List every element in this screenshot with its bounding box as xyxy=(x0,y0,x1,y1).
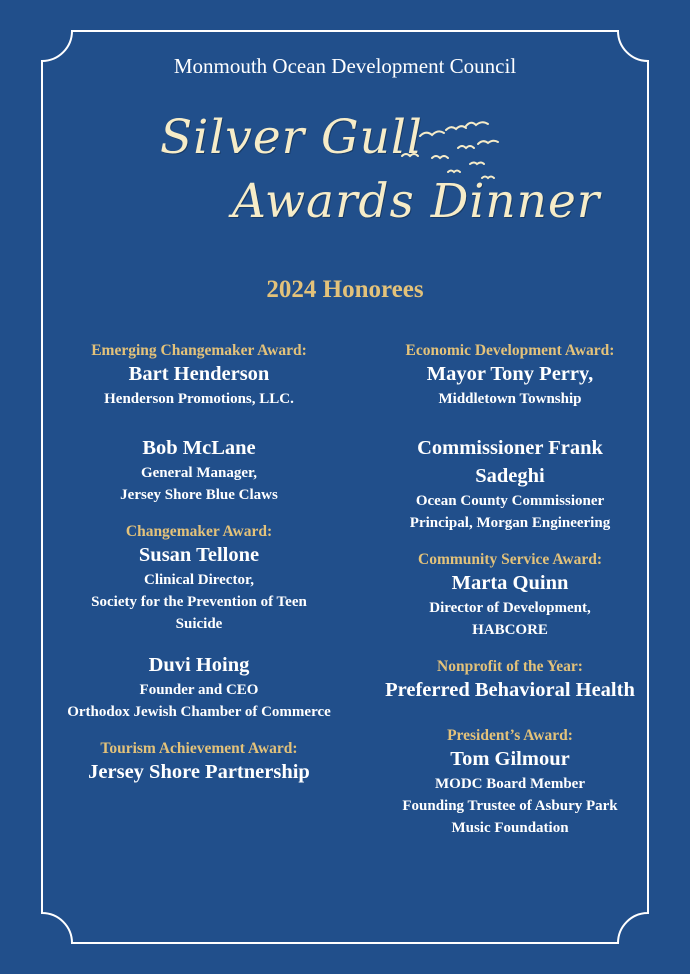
honoree-name: Sadeghi xyxy=(475,465,545,487)
award-title: Economic Development Award: xyxy=(405,342,615,359)
honoree-name: Mayor Tony Perry, xyxy=(426,363,594,385)
honoree-detail: Director of Development, xyxy=(429,600,591,616)
honoree-detail: Orthodox Jewish Chamber of Commerce xyxy=(67,704,331,720)
honoree-detail: Founder and CEO xyxy=(139,682,259,698)
honoree-block xyxy=(360,434,660,534)
award-title: Tourism Achievement Award: xyxy=(100,740,298,757)
honorees-heading: 2024 Honorees xyxy=(266,276,424,303)
honoree-detail: Henderson Promotions, LLC. xyxy=(104,391,294,407)
honoree-detail: MODC Board Member xyxy=(435,776,585,792)
honoree-name: Commissioner Frank xyxy=(417,437,603,459)
honoree-block xyxy=(360,550,660,641)
honoree-name: Jersey Shore Partnership xyxy=(88,761,310,783)
award-title: Changemaker Award: xyxy=(125,523,273,540)
award-title: President’s Award: xyxy=(447,727,573,744)
organization-name: Monmouth Ocean Development Council xyxy=(173,54,517,78)
honoree-block xyxy=(40,434,358,506)
honoree-name: Duvi Hoing xyxy=(148,654,250,676)
honoree-detail: HABCORE xyxy=(472,622,548,638)
honoree-detail: Clinical Director, xyxy=(144,572,254,588)
honoree-block xyxy=(360,726,660,839)
honoree-detail: Founding Trustee of Asbury Park xyxy=(402,798,618,814)
honoree-detail: Principal, Morgan Engineering xyxy=(409,515,611,531)
honoree-name: Marta Quinn xyxy=(451,572,569,594)
honoree-block xyxy=(360,657,660,704)
honoree-block xyxy=(40,739,358,786)
award-title: Nonprofit of the Year: xyxy=(437,658,583,675)
title-line-1: Silver Gull xyxy=(160,110,423,165)
honoree-block xyxy=(40,341,358,410)
left-honoree-column xyxy=(40,341,358,786)
right-honoree-column xyxy=(360,341,660,839)
honoree-detail: Ocean County Commissioner xyxy=(415,493,605,509)
honoree-detail: Suicide xyxy=(175,616,223,632)
gulls-icon xyxy=(396,118,516,188)
honoree-detail: Society for the Prevention of Teen xyxy=(91,594,307,610)
honoree-detail: Jersey Shore Blue Claws xyxy=(120,487,278,503)
honoree-name: Bart Henderson xyxy=(128,363,270,385)
honoree-block xyxy=(40,522,358,635)
honoree-name: Bob McLane xyxy=(142,437,256,459)
honoree-block xyxy=(360,341,660,410)
honoree-name: Susan Tellone xyxy=(138,544,260,566)
honoree-block xyxy=(40,651,358,723)
honoree-name: Tom Gilmour xyxy=(450,748,570,770)
award-title: Community Service Award: xyxy=(418,551,602,568)
title-line-2: Awards Dinner xyxy=(232,174,601,229)
honoree-detail: Music Foundation xyxy=(451,820,569,836)
award-title: Emerging Changemaker Award: xyxy=(91,342,307,359)
honoree-detail: General Manager, xyxy=(140,465,258,481)
honoree-detail: Middletown Township xyxy=(438,391,582,407)
honoree-name: Preferred Behavioral Health xyxy=(385,679,635,701)
